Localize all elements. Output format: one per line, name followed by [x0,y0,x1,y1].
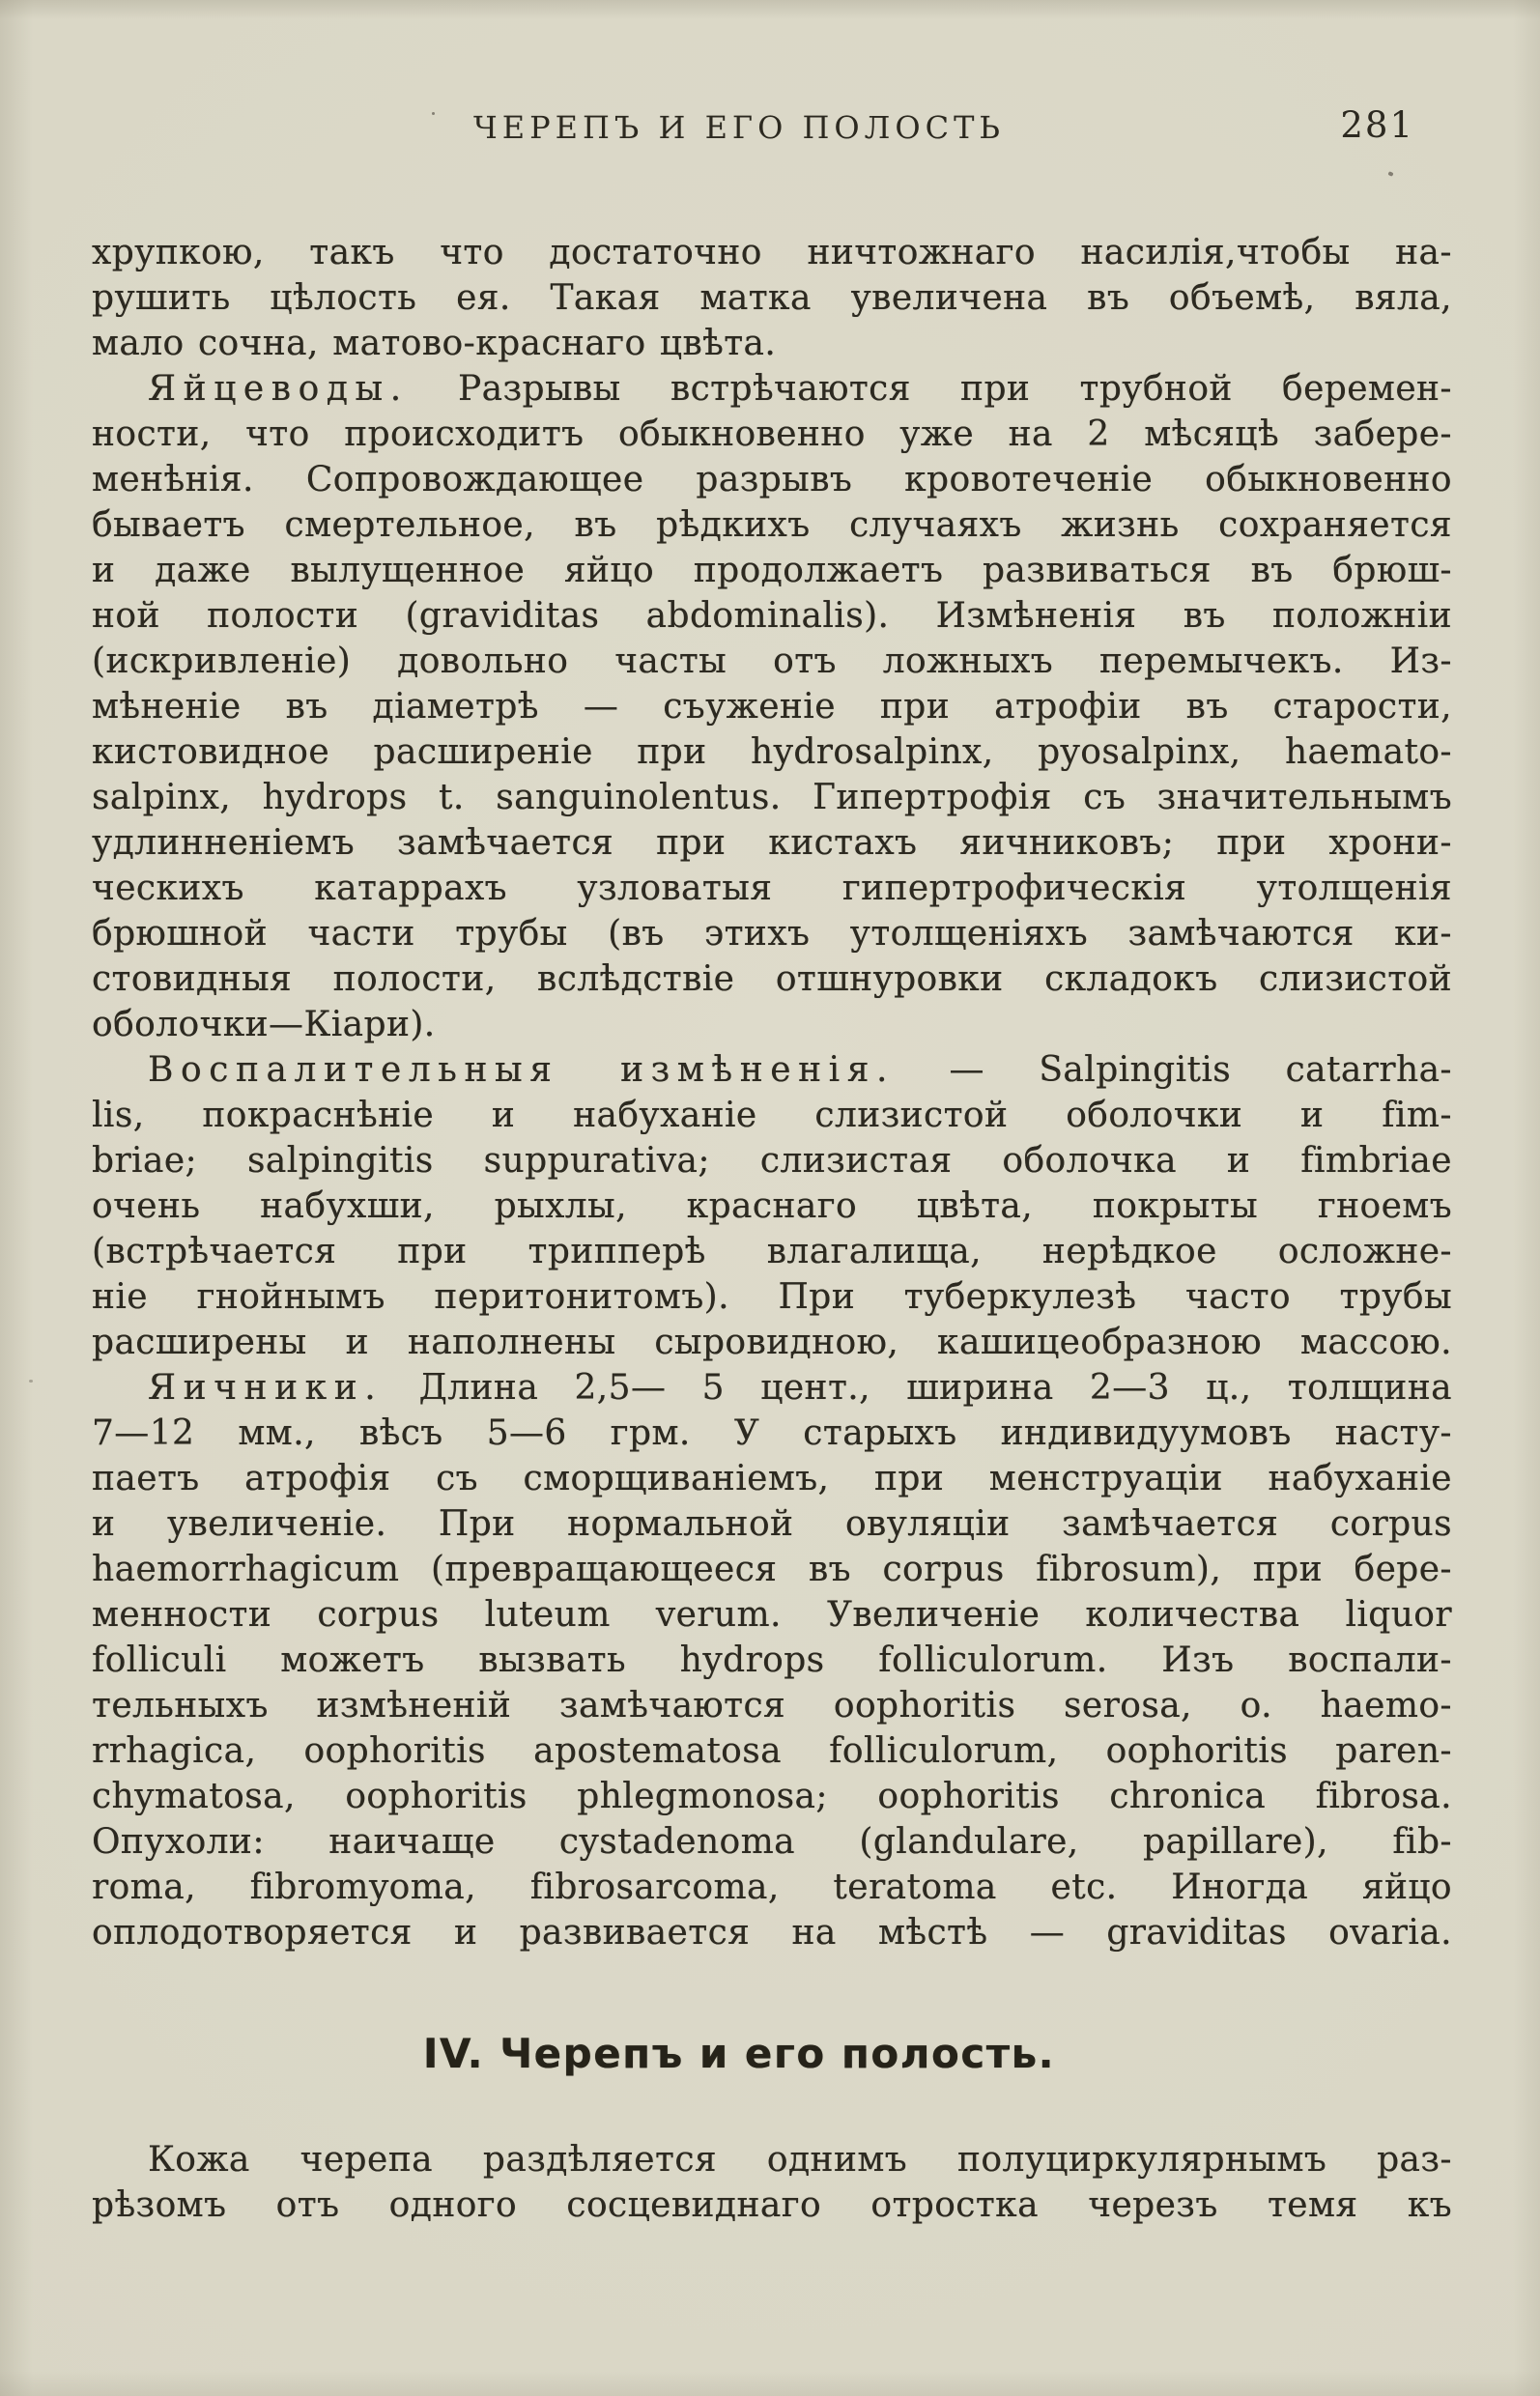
text-run: мало сочна, матово-краснаго цвѣта. [92,324,777,363]
text-line [92,2182,1452,2228]
text-run: ніе гнойнымъ перитонитомъ). При туберкулезѣ часто трубы [92,1277,1452,1317]
text-line [92,684,1452,729]
text-run: salpinx, hydrops t. sanguinolentus. Гипертрофія съ значительнымъ [92,778,1452,817]
text-run: и даже вылущенное яйцо продолжаетъ развиваться въ брюш- [92,551,1452,590]
scan-speck [29,1380,33,1383]
text-line [92,412,1452,457]
text-run: chymatosa, oophoritis phlegmonosa; oophoritis chronica fibrosa. [92,1777,1452,1816]
text-line [92,1638,1452,1683]
text-run: ной полости (graviditas abdominalis). Измѣненія въ положніи [92,596,1452,636]
text-run: lis, покраснѣніе и набуханіе слизистой оболочки и fim- [92,1096,1452,1135]
text-line [92,1592,1452,1638]
text-line [92,321,1452,366]
text-line [92,1683,1452,1728]
text-run: ности, что происходитъ обыкновенно уже на 2 мѣсяцѣ забере- [92,414,1452,454]
text-run: тельныхъ измѣненій замѣчаются oophoritis serosa, o. haemo- [92,1686,1452,1726]
text-run: оболочки—Кіари). [92,1005,436,1044]
text-run: хрупкою, такъ что достаточно ничтожнаго насилія,чтобы на- [92,233,1452,272]
letterspaced-term: Воспалительныя измѣненія. [148,1050,896,1090]
text-line [92,2137,1452,2182]
text-run: менности corpus luteum verum. Увеличеніе количества liquor [92,1595,1452,1635]
text-line [92,1501,1452,1547]
text-line [92,502,1452,548]
text-line [92,1229,1452,1274]
scan-speck [1387,171,1393,177]
text-run: Разрывы встрѣчаются при трубной беремен- [408,369,1452,409]
letterspaced-term: Яичники. [148,1368,384,1408]
text-run: расширены и наполнены сыровидною, кашицеобразною массою. [92,1323,1452,1362]
text-run: Опухоли: наичаще cystadenoma (glandulare, papillare), fib- [92,1822,1452,1862]
text-line [92,639,1452,684]
text-line [92,1728,1452,1774]
text-line [92,1184,1452,1229]
text-line [92,1774,1452,1819]
text-line [92,593,1452,639]
text-run: haemorrhagicum (превращающееся въ corpus fibrosum), при бере- [92,1550,1452,1589]
text-run: и увеличеніе. При нормальной овуляціи замѣчается corpus [92,1504,1452,1544]
text-run: — Salpingitis catarrha- [895,1050,1452,1090]
text-line [92,1093,1452,1138]
text-line [92,457,1452,502]
text-run: кистовидное расширеніе при hydrosalpinx, pyosalpinx, haemato- [92,732,1452,772]
text-run: оплодотворяется и развивается на мѣстѣ — graviditas ovaria. [92,1913,1452,1953]
text-line [92,548,1452,593]
text-line [92,1819,1452,1865]
text-line [92,1365,1452,1411]
text-line [92,820,1452,866]
text-line [92,1274,1452,1320]
text-run: стовидныя полости, вслѣдствіе отшнуровки складокъ слизистой [92,959,1452,999]
text-run: удлинненіемъ замѣчается при кистахъ яичниковъ; при хрони- [92,823,1452,863]
text-line [92,275,1452,321]
text-line [92,1910,1452,1955]
text-line [92,911,1452,956]
text-line [92,1547,1452,1592]
text-run: мѣненіе въ діаметрѣ — съуженіе при атрофіи въ старости, [92,687,1452,727]
text-line [92,956,1452,1002]
text-run: Длина 2,5— 5 цент., ширина 2—3 ц., толщина [383,1368,1452,1408]
text-line [92,366,1452,412]
text-run: Кожа черепа раздѣляется однимъ полуциркулярнымъ раз- [148,2140,1452,2180]
text-run: (встрѣчается при трипперѣ влагалища, нерѣдкое осложне- [92,1232,1452,1271]
section-heading: IV. Черепъ и его полость. [422,2030,1056,2077]
text-run: рушить цѣлость ея. Такая матка увеличена въ объемѣ, вяла, [92,278,1452,318]
text-line [92,1002,1452,1047]
text-run: бываетъ смертельное, въ рѣдкихъ случаяхъ жизнь сохраняется [92,505,1452,545]
text-run: ческихъ катаррахъ узловатыя гипертрофическія утолщенія [92,869,1452,908]
text-run: 7—12 мм., вѣсъ 5—6 грм. У старыхъ индивидуумовъ насту- [92,1413,1452,1453]
text-line [92,866,1452,911]
text-run: (искривленіе) довольно часты отъ ложныхъ перемычекъ. Из- [92,642,1452,681]
text-run: менѣнія. Сопровождающее разрывъ кровотеченіе обыкновенно [92,460,1452,499]
text-line [92,1411,1452,1456]
running-head: ЧЕРЕПЪ И ЕГО ПОЛОСТЬ [473,109,1005,146]
text-run: rrhagica, oophoritis apostematosa folliculorum, oophoritis paren- [92,1731,1452,1771]
text-run: folliculi можетъ вызвать hydrops folliculorum. Изъ воспали- [92,1640,1452,1680]
text-run: briae; salpingitis suppurativa; слизистая оболочка и fimbriae [92,1141,1452,1181]
body-text-block [92,230,1452,1955]
text-run: очень набухши, рыхлы, краснаго цвѣта, покрыты гноемъ [92,1186,1452,1226]
text-line [92,1138,1452,1184]
text-run: рѣзомъ отъ одного сосцевиднаго отростка черезъ темя къ [92,2185,1452,2225]
after-heading-text-block [92,2137,1452,2228]
text-line [92,729,1452,775]
text-run: roma, fibromyoma, fibrosarcoma, teratoma etc. Иногда яйцо [92,1868,1452,1907]
text-line [92,1456,1452,1501]
text-line [92,1320,1452,1365]
letterspaced-term: Яйцеводы. [148,369,409,409]
text-line [92,775,1452,820]
text-line [92,1865,1452,1910]
text-run: брюшной части трубы (въ этихъ утолщеніяхъ замѣчаются ки- [92,914,1452,954]
text-run: паетъ атрофія съ сморщиваніемъ, при менструаціи набуханіе [92,1459,1452,1498]
page-number: 281 [1340,104,1414,146]
text-line [92,1047,1452,1093]
scan-speck [432,112,435,115]
text-line [92,230,1452,275]
